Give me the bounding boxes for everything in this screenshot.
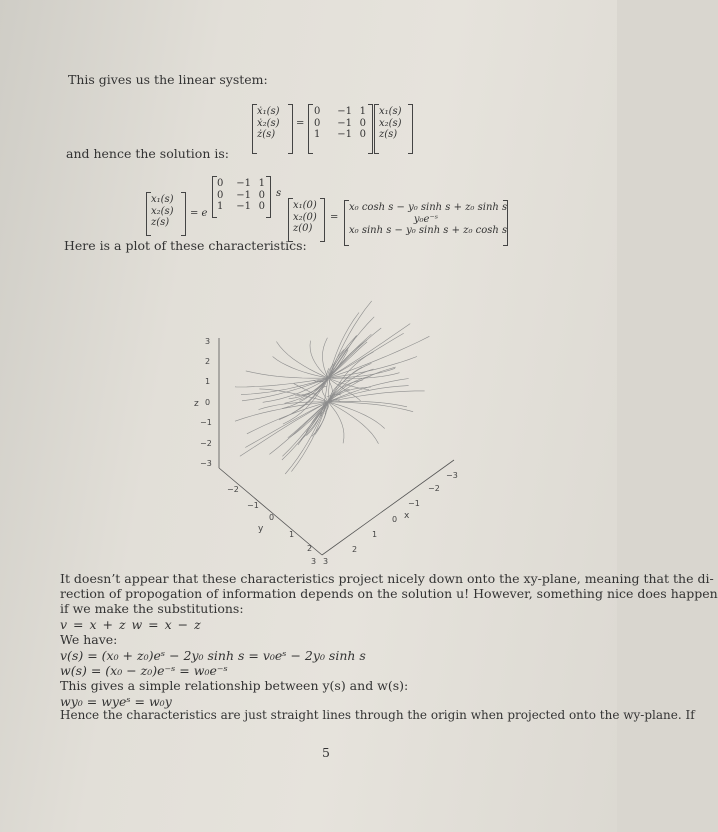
conclusion-line: Hence the characteristics are just straight lines through the origin when projected onto the wy-plane. If — [60, 708, 695, 722]
lhs-vector: ẋ₁(s) ẋ₂(s) ż(s) — [257, 106, 280, 140]
solution-vector: x₀ cosh s − y₀ sinh s + z₀ sinh s y₀e⁻ˢ x₀ sinh s − y₀ sinh s + z₀ cosh s — [349, 202, 508, 236]
z-tick: 0 — [205, 398, 211, 407]
document-page: This gives us the linear system: ẋ₁(s) ẋ₂(s) ż(s) = 0 −1 1 0 −1 0 1 −1 0 x₁(s) x₂(s) z(s) and hence the solution is: x₁(s) x₂(s) z(s) = e 0 −1 1 0 −1 0 1 −1 0 s x₁(0) x₂(0) z(0) = x₀ cosh s − y₀ sinh s + z₀ sinh s y₀e⁻ˢ x₀ sinh s − y₀ sinh s + z₀ cosh s Here is a plot of these characteristics: 3 2 1 0 −1 −2 −3 z −2 −1 0 1 2 3 y 3 2 1 0 −1 −2 −3 x It doesn’t appear that these characteristics project nicely down onto the xy-plane, meaning that the di- rection of propogation of information depends on the solution u! However, something nice does happen if we make the substitutions: v = x + z w = x − z We have: v(s) = (x₀ + z₀)eˢ − 2y₀ sinh s = v₀eˢ − 2y₀ sinh s w(s) = (x₀ − z₀)e⁻ˢ = w₀e⁻ˢ This gives a simple relationship between y(s) and w(s): wy₀ = wyeˢ = w₀y Hence the characteristics are just straight lines through the origin when projected onto the wy-plane. If 5 — [0, 0, 617, 832]
z-ticks — [200, 337, 212, 468]
plot-intro: Here is a plot of these characteristics: — [64, 238, 307, 253]
z-tick: −1 — [200, 418, 212, 427]
x-tick: −3 — [446, 471, 458, 480]
y-axis-label: y — [258, 524, 264, 534]
z-tick: 2 — [205, 357, 211, 366]
characteristic-curve — [245, 376, 370, 448]
page-number: 5 — [322, 745, 330, 760]
x-tick: 1 — [372, 530, 378, 539]
paragraph-line: It doesn’t appear that these characteristics project nicely down onto the xy-plane, meaning that the di- — [60, 571, 714, 586]
y-ticks — [227, 485, 316, 566]
characteristic-curve — [283, 313, 359, 425]
y-tick: 2 — [307, 544, 313, 553]
x-tick: 3 — [323, 557, 329, 566]
characteristic-curve — [259, 402, 329, 414]
z-axis-label: z — [194, 399, 199, 409]
y-tick: 1 — [289, 530, 295, 539]
characteristic-curve — [306, 391, 425, 433]
rhs-vector: x₁(s) x₂(s) z(s) — [379, 106, 402, 140]
relationship-line: This gives a simple relationship between y(s) and w(s): — [60, 678, 409, 693]
x-axis — [322, 460, 454, 555]
characteristic-curve — [324, 402, 413, 412]
equation-wy: wy₀ = wyeˢ = w₀y — [60, 694, 172, 709]
x-tick: −2 — [428, 484, 440, 493]
intro-line: This gives us the linear system: — [68, 72, 268, 87]
characteristic-curve — [240, 367, 362, 456]
we-have-line: We have: — [60, 632, 118, 647]
equation-v: v(s) = (x₀ + z₀)eˢ − 2y₀ sinh s = v₀eˢ − 2y₀ sinh s — [60, 648, 366, 663]
initial-vector: x₁(0) x₂(0) z(0) — [293, 200, 317, 234]
y-tick: −2 — [227, 485, 239, 494]
y-tick: 3 — [311, 557, 317, 566]
solution-intro: and hence the solution is: — [66, 146, 229, 161]
x-ticks — [323, 471, 458, 566]
z-tick: 3 — [205, 337, 211, 346]
x-tick: −1 — [408, 499, 420, 508]
characteristic-curve — [288, 386, 409, 438]
solution-lhs: x₁(s) x₂(s) z(s) — [151, 194, 174, 228]
substitutions: v = x + z w = x − z — [60, 617, 201, 632]
z-tick: −2 — [200, 439, 212, 448]
paragraph-line: if we make the substitutions: — [60, 601, 244, 616]
paragraph-line: rection of propogation of information depends on the solution u! However, something nice does happen — [60, 586, 718, 601]
characteristic-curve — [247, 390, 350, 434]
y-tick: 0 — [269, 513, 275, 522]
equation-w: w(s) = (x₀ − z₀)e⁻ˢ = w₀e⁻ˢ — [60, 663, 228, 678]
x-tick: 0 — [392, 515, 398, 524]
coefficient-matrix: 0 −1 1 0 −1 0 1 −1 0 — [314, 106, 366, 140]
z-tick: 1 — [205, 377, 211, 386]
exp-matrix: 0 −1 1 0 −1 0 1 −1 0 — [217, 178, 265, 212]
x-tick: 2 — [352, 545, 358, 554]
x-axis-label: x — [404, 511, 410, 521]
y-tick: −1 — [247, 501, 259, 510]
characteristic-curves — [235, 301, 429, 474]
y-axis — [219, 468, 322, 555]
z-tick: −3 — [200, 459, 212, 468]
